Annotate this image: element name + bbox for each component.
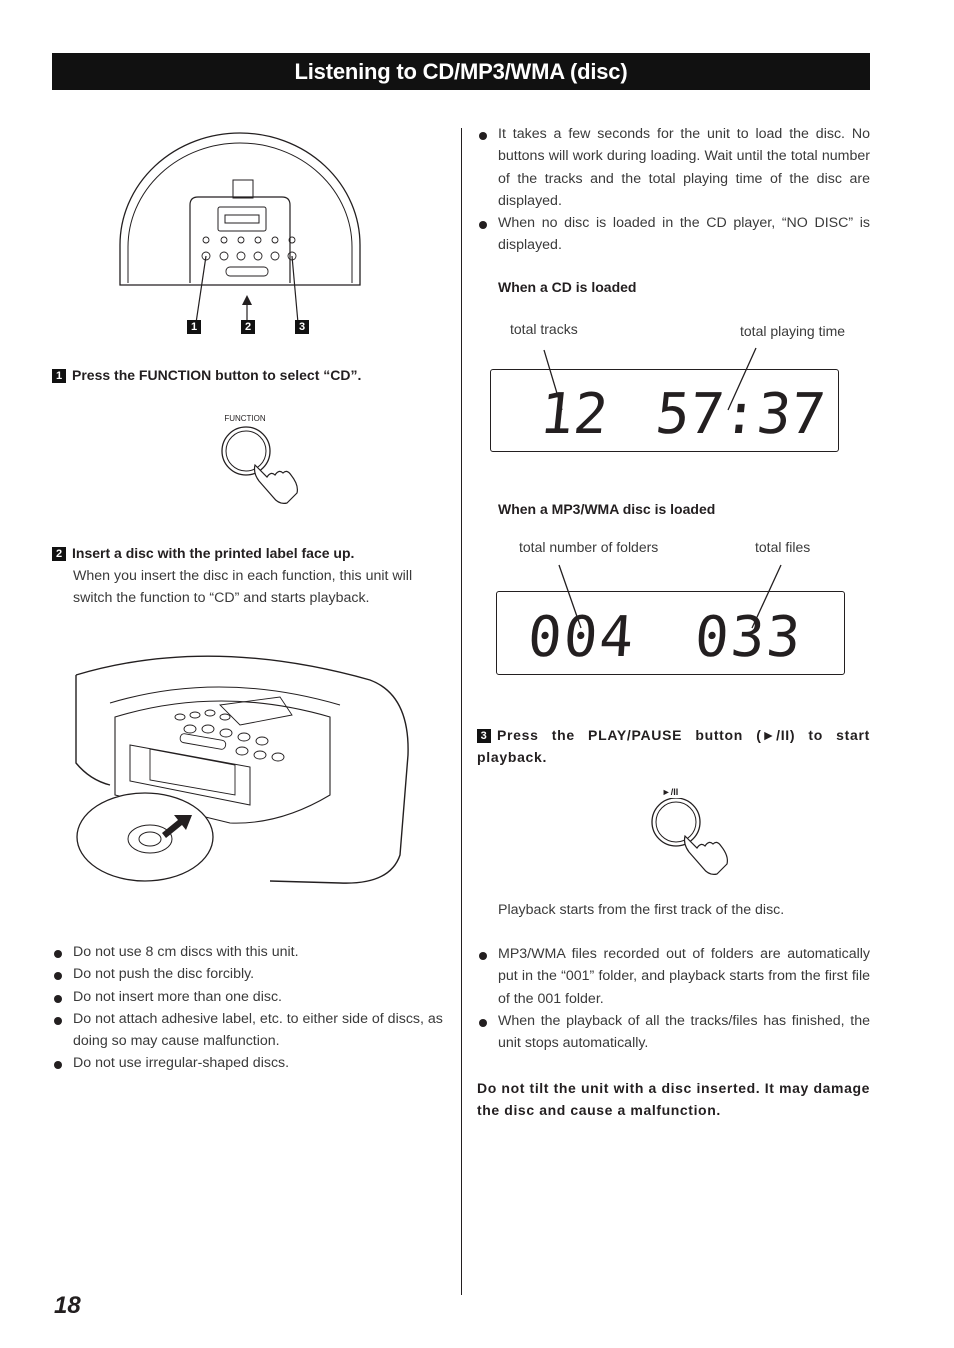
mp3-lcd-file-count: 033: [692, 605, 805, 670]
callout-3: 3: [295, 320, 309, 334]
step-2-number: 2: [52, 547, 66, 561]
mp3-lcd-folder-count: 004: [525, 605, 638, 670]
disc-insertion-illustration: [70, 645, 415, 890]
cd-lcd-playing-time: 57:37: [652, 382, 829, 447]
play-pause-button-label: ►/II: [661, 787, 679, 797]
total-files-label: total files: [755, 539, 811, 555]
step-3-number: 3: [477, 729, 491, 743]
step-1-number: 1: [52, 369, 66, 383]
cd-lcd-track-count: 12: [536, 382, 611, 447]
column-divider: [461, 128, 462, 1295]
list-item: MP3/WMA files recorded out of folders are automatically put in the “001” folder, and playback starts from the first file of the 001 folder.: [477, 943, 870, 1010]
step-1-text: Press the FUNCTION button to select “CD”.: [72, 367, 362, 383]
list-item: Do not attach adhesive label, etc. to either side of discs, as doing so may cause malfunction.: [52, 1008, 446, 1053]
callout-2: 2: [241, 320, 255, 334]
step-2-text: Insert a disc with the printed label face up.: [72, 545, 355, 561]
total-tracks-label: total tracks: [510, 321, 578, 337]
list-item: Do not use irregular-shaped discs.: [52, 1052, 446, 1074]
cd-loaded-heading: When a CD is loaded: [498, 279, 637, 295]
play-pause-button-illustration[interactable]: [645, 798, 740, 883]
mp3-loaded-heading: When a MP3/WMA disc is loaded: [498, 501, 716, 517]
function-button-label: FUNCTION: [224, 414, 266, 423]
left-bullet-list: [52, 941, 446, 1075]
page-number: 18: [54, 1292, 81, 1319]
list-item: It takes a few seconds for the unit to load the disc. No buttons will work during loading. Wait until the total number of the tracks and the total playing time of the disc are displayed.: [477, 123, 870, 212]
list-item: When no disc is loaded in the CD player, “NO DISC” is displayed.: [477, 212, 870, 257]
step-2-heading: [52, 545, 354, 561]
step-1-heading: [52, 367, 361, 383]
list-item: Do not use 8 cm discs with this unit.: [52, 941, 446, 963]
step-3-text: Press the PLAY/PAUSE button (►/II) to start playback.: [477, 727, 870, 765]
page-title: Listening to CD/MP3/WMA (disc): [52, 53, 870, 90]
total-folders-label: total number of folders: [519, 539, 659, 555]
function-button-illustration[interactable]: [215, 425, 310, 510]
callout-1: 1: [187, 320, 201, 334]
step-2-description: When you insert the disc in each function, this unit will switch the function to “CD” and starts playback.: [73, 568, 413, 607]
list-item: Do not push the disc forcibly.: [52, 963, 446, 985]
list-item: Do not insert more than one disc.: [52, 986, 446, 1008]
right-bottom-bullet-list: [477, 943, 870, 1054]
step-3-description: Playback starts from the first track of the disc.: [498, 902, 785, 918]
total-playing-time-label: total playing time: [740, 323, 846, 339]
unit-top-illustration: [110, 125, 370, 345]
warning-callout: Do not tilt the unit with a disc inserted. It may damage the disc and cause a malfunction.: [477, 1080, 870, 1118]
right-top-bullet-list: [477, 123, 870, 257]
step-3-heading: [477, 724, 870, 768]
list-item: When the playback of all the tracks/files has finished, the unit stops automatically.: [477, 1010, 870, 1055]
